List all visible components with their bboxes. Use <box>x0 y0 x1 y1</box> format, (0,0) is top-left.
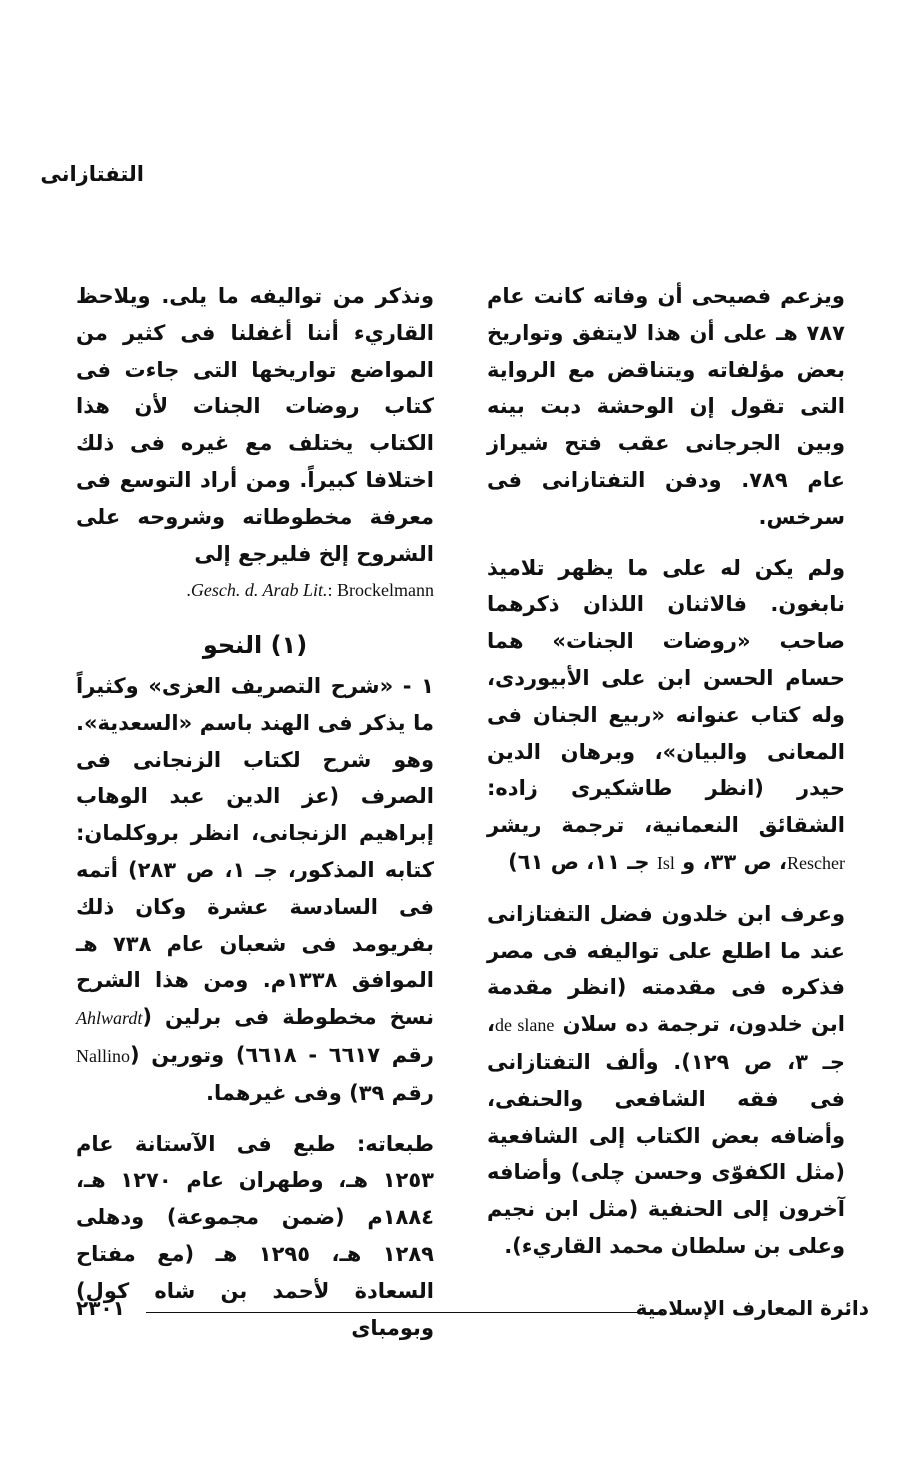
page-number: ٢٣٠١ <box>76 1296 125 1320</box>
paragraph-text: وعرف ابن خلدون فضل التفتازانى عند ما اطلع على تواليفه فى مصر فذكره فى مقدمته (انظر مقدمة ابن خلدون، ترجمة ده سلان <box>487 901 846 1037</box>
paragraph: ويزعم فصيحى أن وفاته كانت عام ٧٨٧ هـ على أن هذا لايتفق وتواريخ بعض مؤلفاته ويتناقض مع الرواية التى تقول إن الوحشة دبت بينه وبين الجرجانى عقب فتح شيراز عام ٧٨٩. ودفن التفتازانى فى سرخس. <box>487 284 845 529</box>
paragraph-text: رقم ٣٩) وفى غيرهما. <box>205 1080 434 1105</box>
paragraph <box>76 668 434 1112</box>
paragraph-text: الشافعى والحنفى، وأضافه بعض الكتاب إلى الشافعية (مثل الكفوّى وحسن چلى) وأضافه آخرون إلى الحنفية (مثل ابن نجيم وعلى بن سلطان محمد القاريء). <box>487 1086 845 1258</box>
paragraph: طبعاته: طبع فى الآستانة عام ١٢٥٣ هـ، وطهران عام ١٢٧٠ هـ، ١٨٨٤م (ضمن مجموعة) ودهلى ١٢٨٩ هـ، ١٢٩٥ هـ (مع مفتاح السعادة لأحمد بن شاه كول) وبومباى <box>76 1131 435 1340</box>
paragraph-text: جـ ١١، ص ٦١) <box>508 849 650 874</box>
running-head: التفتازانى <box>40 162 144 186</box>
paragraph-text: ، جـ ٣، ص ١٢٩). وألف التفتازانى فى فقه <box>487 1012 845 1111</box>
latin-name: de slane <box>494 1015 555 1036</box>
latin-abbrev: Isl <box>656 852 675 873</box>
left-column <box>76 278 434 1346</box>
section-heading: (١) النحو <box>202 631 308 660</box>
latin-name: Rescher <box>787 852 845 873</box>
paragraph-text: ولم يكن له على ما يظهر تلاميذ نابغون. فالاثنان اللذان ذكرهما صاحب «روضات الجنات» هما حسام الحسن ابن على الأبيوردى، وله كتاب عنوانه «ربيع الجنان فى المعانى والبيان»، وبرهان الدين حيدر (انظر طاشكيرى زاده: الشقائق النعمانية، ترجمة ريشر <box>487 555 845 838</box>
footer-title: دائرة المعارف الإسلامية <box>635 1296 869 1320</box>
latin-name: Nallino <box>76 1045 130 1066</box>
paragraph-text: ١ - «شرح التصريف العزى» وكثيراً ما يذكر فى الهند باسم «السعدية». وهو شرح لكتاب الزنجانى فى الصرف (عز الدين عبد الوهاب إبراهيم الزنجانى، انظر بروكلمان: كتابه المذكور، جـ ١، ص ٢٨٣) أتمه فى السادسة عشرة وكان ذلك بفريومد فى شعبان عام ٧٣٨ هـ الموافق ١٣٣٨م. ومن هذا الشرح نسخ مخطوطة فى برلين ( <box>76 673 435 1030</box>
paragraph: ونذكر من تواليفه ما يلى. ويلاحظ القاريء أننا أغفلنا فى كثير من المواضع تواريخها التى جاءت فى كتاب روضات الجنات لأن هذا الكتاب يختلف مع غيره فى ذلك اختلافا كبيراً. ومن أراد التوسع فى معرفة مخطوطاته وشروحه على الشروح إلخ فليرجع إلى <box>76 284 434 566</box>
paragraph-text: رقم ٦٦١٧ - ٦٦١٨) وتورين ( <box>130 1042 434 1067</box>
ref-title: Gesch. d. Arab Lit. <box>190 580 328 601</box>
right-column <box>487 278 845 1265</box>
ref-prefix: . <box>186 580 191 601</box>
latin-name: Ahlwardt <box>76 1008 143 1029</box>
paragraph-text: ، ص ٣٣، و <box>682 849 788 874</box>
paragraph <box>487 896 845 1265</box>
paragraph <box>487 550 845 882</box>
page-footer <box>76 1296 869 1326</box>
reference-line <box>76 572 434 609</box>
ref-author: : Brockelmann <box>327 580 434 601</box>
footer-rule <box>146 1312 663 1313</box>
